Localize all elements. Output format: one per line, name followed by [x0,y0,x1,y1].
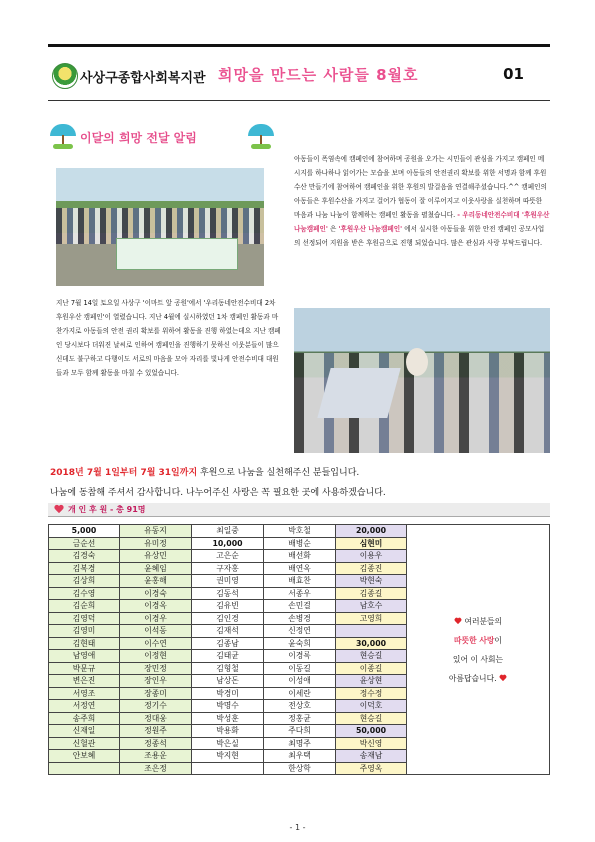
donor-cell: 30,000 [336,637,407,650]
thanks-line: 이 [494,635,502,645]
heart-icon [499,675,507,682]
donor-cell [49,762,120,775]
donor-cell: 김형철 [192,662,264,675]
donor-cell: 박명수 [192,700,264,713]
article-highlight: '후원우산 나눔캠페인' [338,225,403,233]
donor-cell: 최우택 [264,750,336,763]
donor-cell: 정원주 [120,725,192,738]
donor-cell: 장종미 [120,687,192,700]
donor-cell: 윤홍해 [120,575,192,588]
donor-cell: 김종진 [336,562,407,575]
donor-cell: 배선화 [264,550,336,563]
donor-cell: 박현숙 [336,575,407,588]
donor-section-bar [48,503,550,517]
donor-table [48,524,550,775]
donor-cell: 고영희 [336,612,407,625]
donor-cell: 김유빈 [192,600,264,613]
section-title: 이달의 희망 전달 알림 [80,131,197,145]
donor-cell: 남호수 [336,600,407,613]
umbrella-icon [50,122,76,150]
heart-icon [454,618,462,625]
donor-cell: 박경미 [192,687,264,700]
donor-cell: 김영미 [49,625,120,638]
donor-cell: 이용우 [336,550,407,563]
donor-cell: 현승길 [336,650,407,663]
donor-cell: 이경옥 [120,600,192,613]
newsletter-header [48,58,550,98]
donor-cell: 김인경 [192,612,264,625]
donor-cell: 김태균 [192,650,264,663]
donor-cell: 윤상현 [336,675,407,688]
donor-cell: 손민걸 [264,600,336,613]
donor-cell: 송주희 [49,712,120,725]
donor-cell: 현승길 [336,712,407,725]
donor-cell: 이경숙 [120,587,192,600]
donor-cell: 이경우 [120,612,192,625]
article-right-text [294,152,550,250]
donor-cell: 박신영 [336,737,407,750]
donor-cell: 손병경 [264,612,336,625]
donor-cell: 이종길 [336,662,407,675]
donor-cell: 고은순 [192,550,264,563]
donor-cell: 서정연 [49,700,120,713]
donor-cell: 정홍균 [264,712,336,725]
donor-cell: 배병순 [264,537,336,550]
header-rule [48,100,550,101]
donor-cell: 이덕호 [336,700,407,713]
donor-cell: 최명주 [264,737,336,750]
donor-cell: 이정현 [120,650,192,663]
donor-cell: 이수연 [120,637,192,650]
donor-cell: 박용화 [192,725,264,738]
campaign-activity-photo [294,308,550,453]
donor-cell: 김수영 [49,587,120,600]
donor-cell: 윤혜임 [120,562,192,575]
thanks-line-emph: 따뜻한 사랑 [454,635,495,645]
donor-cell: 이세란 [264,687,336,700]
donor-cell: 신정연 [264,625,336,638]
donor-cell: 변은진 [49,675,120,688]
donor-cell: 남영애 [49,650,120,663]
donor-cell: 구자홍 [192,562,264,575]
donor-cell: 김상희 [49,575,120,588]
logo-icon [52,63,78,89]
donor-cell: 전상호 [264,700,336,713]
newsletter-title: 희망을 만드는 사람들 8월호 [218,66,419,84]
donor-cell: 송재남 [336,750,407,763]
org-name: 사상구종합사회복지관 [80,71,206,86]
donor-cell: 50,000 [336,725,407,738]
donor-section-title: 개 인 후 원 - 총 91명 [68,505,146,514]
donor-cell: 이석동 [120,625,192,638]
heart-icon [54,505,64,514]
donor-cell: 5,000 [49,525,120,538]
donor-cell [336,625,407,638]
article-paragraph: 에서 실시한 아동들을 위한 안전 캠페인 공모사업의 선정되어 지원을 받은 후원금으로 진행 되었습니다. 많은 관심과 사랑 부탁드립니다. [294,225,545,247]
donor-cell: 남상돈 [192,675,264,688]
donor-cell: 박호철 [264,525,336,538]
donor-cell: 서종우 [264,587,336,600]
section-heading [50,122,280,150]
table-row [49,525,550,538]
donor-cell: 김종길 [336,587,407,600]
donor-cell: 박은실 [192,737,264,750]
donor-cell: 유상민 [120,550,192,563]
donor-cell: 정대웅 [120,712,192,725]
donor-cell: 주영옥 [336,762,407,775]
issue-page-number: 01 [503,65,524,83]
donor-cell: 권미영 [192,575,264,588]
donor-cell: 배연옥 [264,562,336,575]
donor-cell: 이경록 [264,650,336,663]
period-date: 2018년 7월 1일부터 7월 31일까지 [50,468,198,478]
donor-cell [192,762,264,775]
donor-cell: 심현미 [336,537,407,550]
donor-cell: 10,000 [192,537,264,550]
donor-cell: 배효찬 [264,575,336,588]
donor-thanks-message [407,525,550,775]
donor-cell: 박성훈 [192,712,264,725]
donor-cell: 김영덕 [49,612,120,625]
donor-cell: 김현태 [49,637,120,650]
donor-cell: 안보혜 [49,750,120,763]
donation-thanks: 나눔에 동참해 주셔서 감사합니다. 나누어주신 사랑은 꼭 필요한 곳에 사용하겠습니다. [50,488,386,498]
donor-cell: 윤숙희 [264,637,336,650]
donor-cell: 정수정 [336,687,407,700]
donor-cell: 박지현 [192,750,264,763]
page-footer: - 1 - [289,823,306,832]
article-left-text: 지난 7월 14일 토요일 사상구 '이마트 앞 공원'에서 '우리동네안전수비대 2차 후원우산 캠페인'이 열렸습니다. 지난 4월에 실시하였던 1차 캠페인 활동과 마찬가지로 아동들의 안전 권리 확보를 위하여 활동을 진행 하였는데요 지난 캠페인 당시보다 더워진 날씨로 인하여 캠페인을 진행하기 못하신 이웃분들이 많으신데도 불구하고 다행이도 서로의 마음을 모아 자리를 빛나게 안전수비대 대원들과 모두 함께 활동을 마칠 수 있었습니다. [56,299,281,377]
donor-cell: 금순선 [49,537,120,550]
donor-cell: 주다희 [264,725,336,738]
top-rule [48,44,550,47]
donor-cell: 최일중 [192,525,264,538]
period-text: 후원으로 나눔을 실천해주신 분들입니다. [197,468,360,478]
donor-cell: 정종석 [120,737,192,750]
donor-cell: 김순희 [49,600,120,613]
article-highlight: - 우리동네안전수비대 '후원우산 나눔캠페인' [294,211,550,233]
thanks-line: 있어 이 사회는 [452,654,504,664]
donor-cell: 김복경 [49,562,120,575]
donor-cell: 유동지 [120,525,192,538]
donor-cell: 신혈관 [49,737,120,750]
donation-period [50,465,359,478]
thanks-line: 아름답습니다. [448,673,497,683]
donor-cell: 20,000 [336,525,407,538]
donor-cell: 조용운 [120,750,192,763]
umbrella-icon [248,122,274,150]
donor-cell: 신재일 [49,725,120,738]
donor-cell: 조은정 [120,762,192,775]
donor-cell: 장민정 [120,662,192,675]
campaign-group-photo [56,168,264,286]
donor-cell: 유미정 [120,537,192,550]
article-paragraph: 아동들이 폭염속에 캠페인에 참여하며 공원을 오가는 시민들이 관심을 가지고 캠페인 메시지를 하나하나 읽어가는 모습을 보며 아동들의 안전권리 확보를 위한 서명과 함께 후원수산 만들기에 참여하여 캠페인을 위한 후원의 발걸음을 연결해주셨습니다.^^ 캠페인의 아동들은 후원수산을 가지고 걸어가 협동이 잘 이루어지고 이웃사랑을 실천하며 따뜻한 마음과 나눔 나눔이 함께하는 캠페인 활동을 펼쳤습니다. [294,155,547,219]
donor-cell: 김동석 [192,587,264,600]
donor-cell: 서영조 [49,687,120,700]
donor-cell: 이동길 [264,662,336,675]
donor-cell: 한상학 [264,762,336,775]
donor-cell: 김재석 [192,625,264,638]
donor-cell: 김종남 [192,637,264,650]
donor-cell: 정기수 [120,700,192,713]
donor-cell: 장인우 [120,675,192,688]
donor-cell: 박문규 [49,662,120,675]
donor-cell: 김경숙 [49,550,120,563]
thanks-line: 여러분들의 [464,616,503,626]
article-connector: 은 [329,225,337,233]
donor-cell: 이성애 [264,675,336,688]
